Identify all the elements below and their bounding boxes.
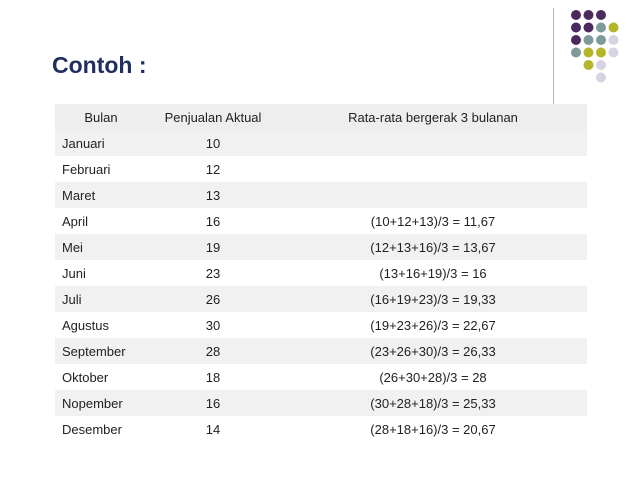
decorative-dot: [571, 10, 581, 20]
cell-bulan: Januari: [62, 135, 105, 151]
decorative-dot: [596, 60, 606, 70]
table-row: [55, 416, 587, 442]
table-row: [55, 208, 587, 234]
decorative-dot: [596, 35, 606, 45]
table-row: [55, 338, 587, 364]
cell-bulan: Mei: [62, 239, 83, 255]
header-penjualan-aktual: Penjualan Aktual: [164, 109, 262, 125]
cell-rata-rata: (10+12+13)/3 = 11,67: [370, 213, 496, 229]
table-row: [55, 234, 587, 260]
header-rata-rata: Rata-rata bergerak 3 bulanan: [348, 109, 518, 125]
cell-rata-rata: (23+26+30)/3 = 26,33: [370, 343, 496, 359]
cell-penjualan: 13: [205, 187, 221, 203]
cell-penjualan: 16: [205, 213, 221, 229]
cell-rata-rata: (16+19+23)/3 = 19,33: [370, 291, 496, 307]
table-row: [55, 130, 587, 156]
cell-rata-rata: (28+18+16)/3 = 20,67: [370, 421, 496, 437]
table-row: [55, 390, 587, 416]
decorative-dot: [571, 48, 581, 58]
cell-penjualan: 18: [205, 369, 221, 385]
cell-bulan: Desember: [62, 421, 122, 437]
cell-rata-rata: (26+30+28)/3 = 28: [379, 369, 487, 385]
table-row: [55, 312, 587, 338]
decorative-dot: [596, 10, 606, 20]
cell-penjualan: 30: [205, 317, 221, 333]
cell-rata-rata: (13+16+19)/3 = 16: [379, 265, 487, 281]
cell-penjualan: 28: [205, 343, 221, 359]
cell-penjualan: 19: [205, 239, 221, 255]
decorative-dot: [609, 48, 619, 58]
header-bulan: Bulan: [84, 109, 118, 125]
cell-bulan: September: [62, 343, 126, 359]
cell-penjualan: 23: [205, 265, 221, 281]
table-row: [55, 286, 587, 312]
cell-penjualan: 26: [205, 291, 221, 307]
table-row: [55, 364, 587, 390]
moving-average-table: [55, 104, 587, 442]
table-row: [55, 260, 587, 286]
cell-bulan: April: [62, 213, 89, 229]
decorative-dot: [609, 35, 619, 45]
table-row: [55, 182, 587, 208]
cell-bulan: Maret: [62, 187, 96, 203]
cell-bulan: Juli: [62, 291, 82, 307]
table-header-row: [55, 104, 587, 130]
cell-bulan: Nopember: [62, 395, 123, 411]
decorative-dot: [571, 23, 581, 33]
decorative-dot: [596, 23, 606, 33]
cell-penjualan: 12: [205, 161, 221, 177]
cell-rata-rata: (12+13+16)/3 = 13,67: [370, 239, 496, 255]
decorative-dot: [596, 48, 606, 58]
decorative-dot: [584, 35, 594, 45]
table-row: [55, 156, 587, 182]
decorative-dot: [584, 23, 594, 33]
decorative-dot: [571, 35, 581, 45]
decorative-dot: [584, 60, 594, 70]
slide-title: Contoh :: [52, 52, 147, 78]
decorative-dot: [609, 23, 619, 33]
cell-bulan: Juni: [62, 265, 86, 281]
cell-penjualan: 16: [205, 395, 221, 411]
decorative-dot: [584, 10, 594, 20]
cell-penjualan: 10: [205, 135, 221, 151]
cell-bulan: Agustus: [62, 317, 109, 333]
cell-rata-rata: (19+23+26)/3 = 22,67: [370, 317, 496, 333]
decorative-dot: [584, 48, 594, 58]
cell-rata-rata: (30+28+18)/3 = 25,33: [370, 395, 496, 411]
cell-bulan: Februari: [62, 161, 111, 177]
decorative-dot: [596, 73, 606, 83]
cell-bulan: Oktober: [62, 369, 109, 385]
cell-penjualan: 14: [205, 421, 221, 437]
